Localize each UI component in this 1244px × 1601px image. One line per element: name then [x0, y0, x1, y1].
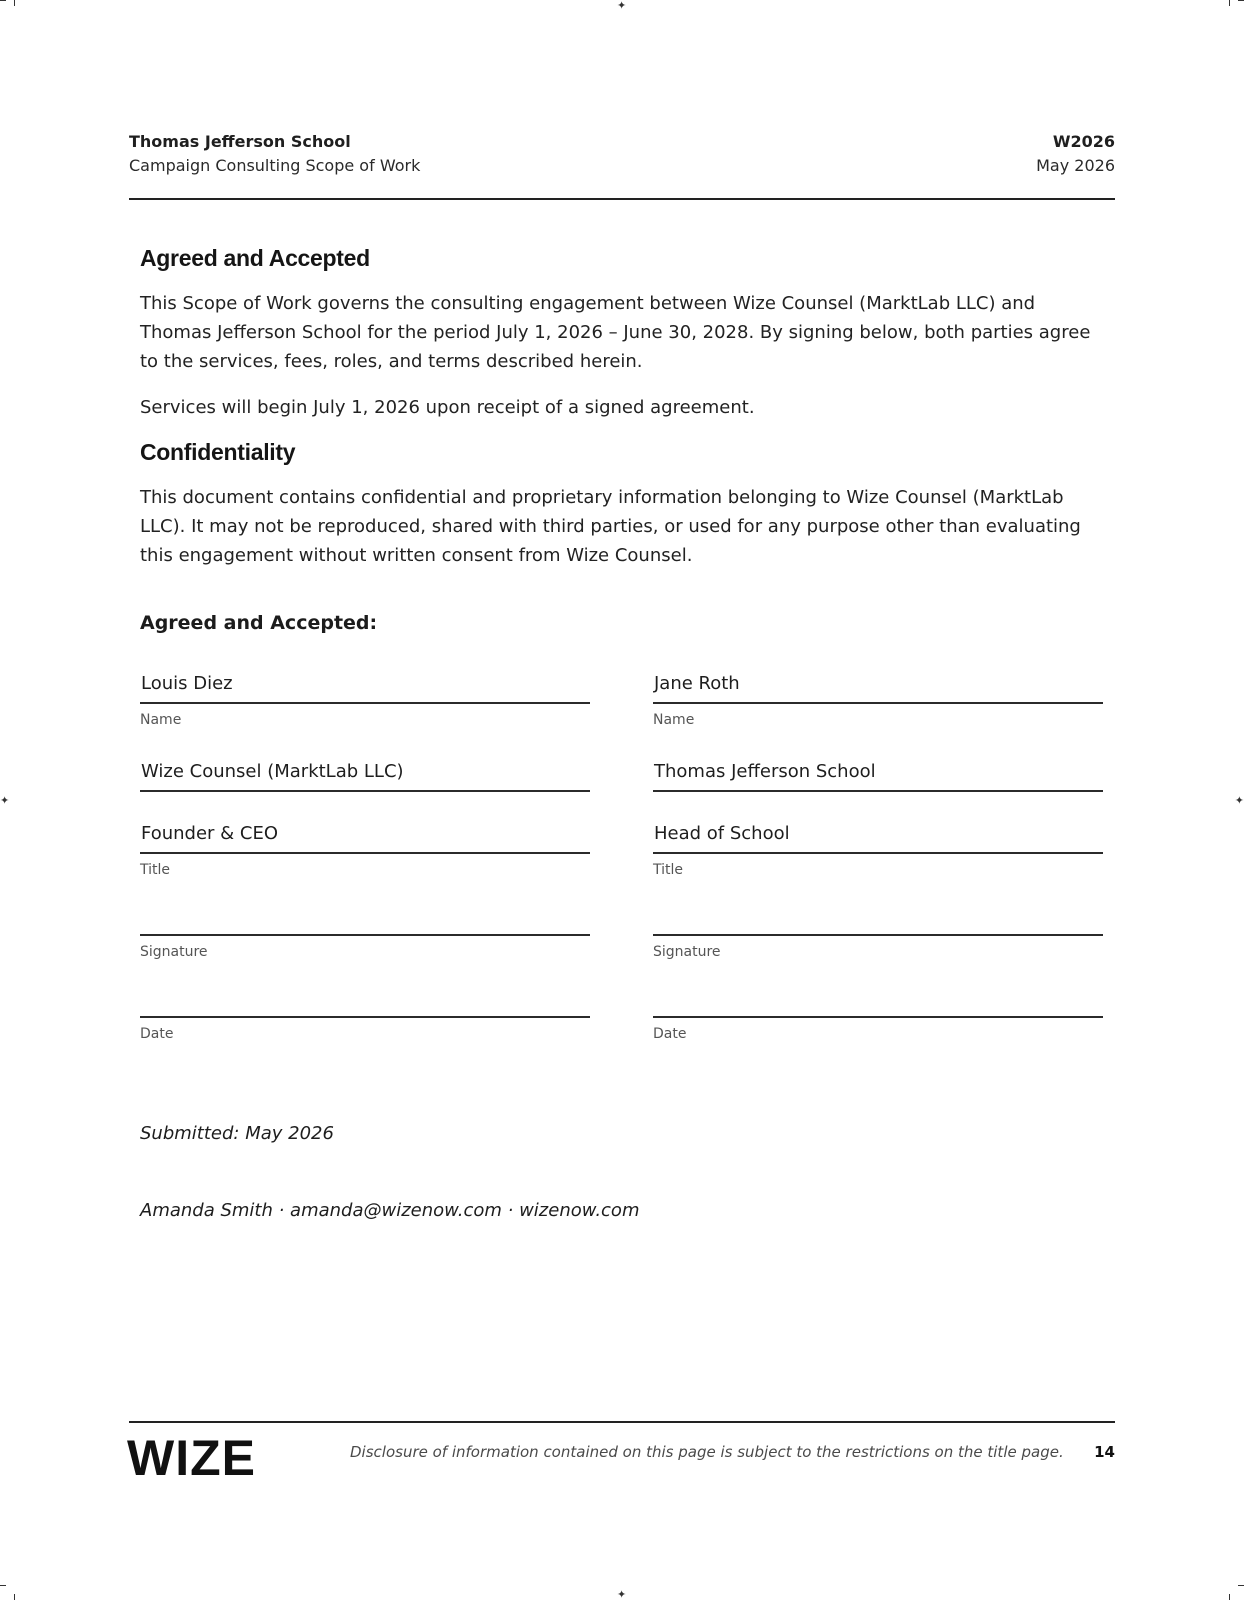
signature-heading: Agreed and Accepted: — [140, 612, 378, 634]
crop-mark — [0, 1585, 6, 1586]
signature-label: Signature — [653, 944, 721, 960]
title-value: Founder & CEO — [141, 823, 279, 844]
field-line — [140, 702, 590, 704]
signature-value — [653, 904, 1103, 928]
crop-mark — [1229, 0, 1230, 6]
crop-mark — [0, 0, 6, 1]
wize-logo: WIZE — [127, 1430, 256, 1486]
title-label: Title — [140, 862, 171, 878]
field-line — [140, 934, 590, 936]
date-field — [140, 986, 590, 1042]
title-label: Title — [653, 862, 684, 878]
organization-value: Wize Counsel (MarktLab LLC) — [141, 761, 404, 782]
field-line — [140, 790, 590, 792]
confidentiality-paragraph: This document contains confidential and proprietary information belonging to Wize Counsel (MarktLab LLC). It may not be reproduced, shared with third parties, or used for any purpose other than evaluating this engagement without written consent from Wize Counsel. — [140, 487, 1081, 566]
header-right — [1036, 131, 1115, 178]
document-title: Campaign Consulting Scope of Work — [129, 156, 421, 175]
field-line — [653, 934, 1103, 936]
confidentiality-heading: Confidentiality — [140, 439, 296, 465]
organization-value: Thomas Jefferson School — [654, 761, 876, 782]
field-line — [653, 1016, 1103, 1018]
name-field — [140, 672, 590, 728]
name-label: Name — [140, 712, 182, 728]
title-field — [140, 822, 590, 878]
submitted-date: Submitted: May 2026 — [140, 1123, 334, 1144]
signature-label: Signature — [140, 944, 208, 960]
crop-mark — [1238, 0, 1244, 1]
date-label: Date — [653, 1026, 687, 1042]
footer-divider — [129, 1421, 1115, 1423]
crop-mark — [14, 1594, 15, 1600]
date-field — [653, 986, 1103, 1042]
signature-field — [653, 904, 1103, 960]
date-label: Date — [140, 1026, 174, 1042]
document-code: W2026 — [1052, 132, 1115, 151]
contact-line: Amanda Smith · amanda@wizenow.com · wizenow.com — [140, 1200, 640, 1221]
organization-field — [653, 760, 1103, 792]
header-left — [129, 131, 420, 178]
page-number: 14 — [1094, 1443, 1115, 1461]
registration-mark: ✦ — [617, 1588, 627, 1601]
name-value: Louis Diez — [141, 673, 233, 694]
crop-mark — [14, 0, 15, 6]
name-field — [653, 672, 1103, 728]
client-name: Thomas Jefferson School — [129, 132, 351, 151]
document-date: May 2026 — [1036, 156, 1115, 175]
header-divider — [129, 198, 1115, 200]
date-value — [653, 986, 1103, 1010]
crop-mark — [1238, 1585, 1244, 1586]
field-line — [140, 852, 590, 854]
agreed-heading: Agreed and Accepted — [140, 245, 370, 271]
crop-mark — [1229, 1594, 1230, 1600]
name-label: Name — [653, 712, 695, 728]
name-value: Jane Roth — [654, 673, 740, 694]
field-line — [653, 790, 1103, 792]
agreed-paragraph: This Scope of Work governs the consulting engagement between Wize Counsel (MarktLab LLC) and Thomas Jefferson School for the period July 1, 2026 – June 30, 2028. By signing below, both parties agree to the services, fees, roles, and terms described herein. — [140, 293, 1091, 372]
date-value — [140, 986, 590, 1010]
field-line — [140, 1016, 590, 1018]
registration-mark: ✦ — [617, 0, 627, 12]
signature-value — [140, 904, 590, 928]
field-line — [653, 852, 1103, 854]
organization-field — [140, 760, 590, 792]
registration-mark: ✦ — [0, 794, 10, 807]
signature-field — [140, 904, 590, 960]
title-field — [653, 822, 1103, 878]
title-value: Head of School — [654, 823, 790, 844]
registration-mark: ✦ — [1234, 794, 1244, 807]
services-start-paragraph: Services will begin July 1, 2026 upon receipt of a signed agreement. — [140, 397, 755, 418]
disclosure-notice: Disclosure of information contained on this page is subject to the restrictions on the title page. — [350, 1443, 1064, 1461]
field-line — [653, 702, 1103, 704]
